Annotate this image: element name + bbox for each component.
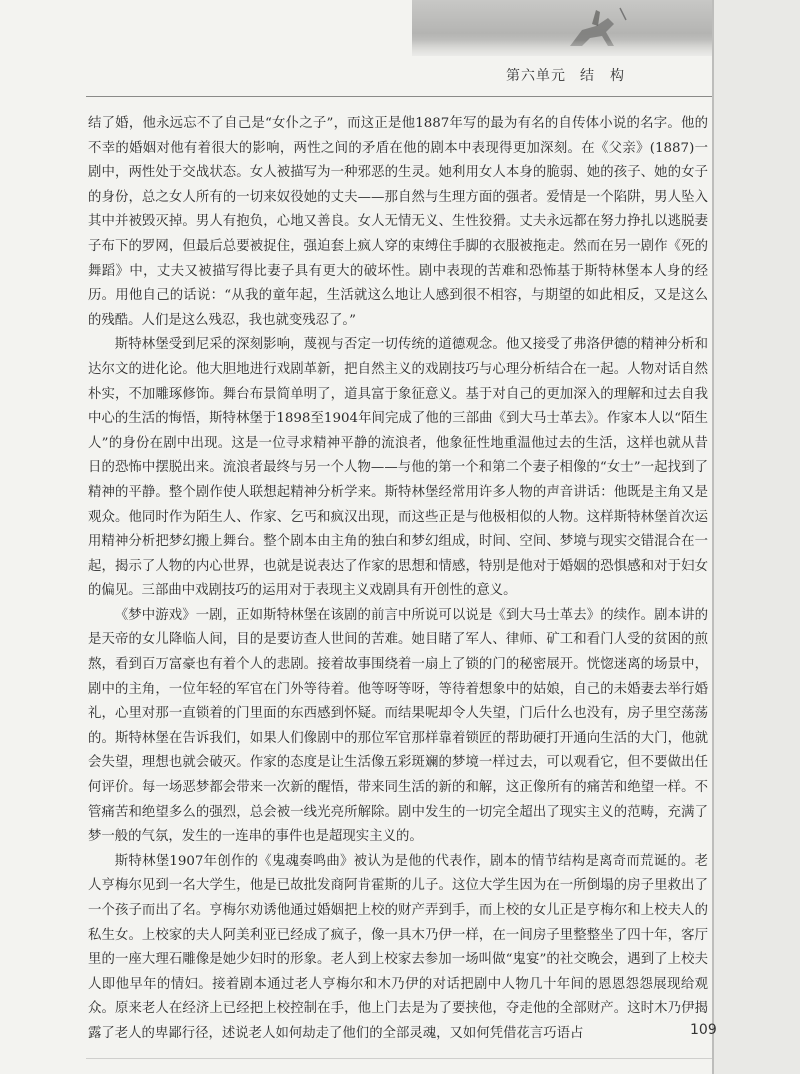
section-side-bar [712, 0, 800, 1074]
header-fade [412, 40, 712, 62]
chapter-label: 结 构 [580, 68, 625, 84]
paragraph-4: 斯特林堡1907年创作的《鬼魂奏鸣曲》被认为是他的代表作，剧本的情节结构是离奇而荒诞的。老人亨梅尔见到一名大学生，他是已故批发商阿肯霍斯的儿子。这位大学生因为在一所倒塌的房子里救出了一个孩子而出了名。亨梅尔劝诱他通过婚姻把上校的财产弄到手，而上校的女儿正是亨梅尔和上校夫人的私生女。上校家的夫人阿美利亚已经成了疯子，像一具木乃伊一样，在一间房子里整整坐了四十年，客厅里的一座大理石雕像是她少妇时的形象。老人到上校家去参加一场叫做“鬼宴”的社交晚会，遇到了上校夫人即他早年的情妇。接着剧本通过老人亨梅尔和木乃伊的对话把剧中人物几十年间的恩恩怨怨展现给观众。原来老人在经济上已经把上校控制在手，他上门去是为了要挟他，夺走他的全部财产。这时木乃伊揭露了老人的卑鄙行径，述说老人如何劫走了他们的全部灵魂，又如何凭借花言巧语占 [88, 853, 708, 1041]
unit-label: 第六单元 [506, 68, 566, 84]
paragraph-1: 结了婚，他永远忘不了自己是“女仆之子”，而这正是他1887年写的最为有名的自传体小说的名字。他的不幸的婚姻对他有着很大的影响，两性之间的矛盾在他的剧本中表现得更加深刻。在《父亲》(1887)一剧中，两性处于交战状态。女人被描写为一种邪恶的生灵。她利用女人本身的脆弱、她的孩子、她的女子的身份，总之女人所有的一切来奴役她的丈夫——那自然与生理方面的强者。爱情是一个陷阱，男人坠入其中并被毁灭掉。男人有抱负，心地又善良。女人无情无义、生性狡猾。丈夫永远都在努力挣扎以逃脱妻子布下的罗网，但最后总要被捉住，强迫套上疯人穿的束缚住手脚的衣服被拖走。然而在另一剧作《死的舞蹈》中，丈夫又被描写得比妻子具有更大的破坏性。剧中表现的苦难和恐怖基于斯特林堡本人身的经历。用他自己的话说：“从我的童年起，生活就这么地让人感到很不相容，与期望的如此相反，又是这么的残酷。人们是这么残忍，我也就变残忍了。” [88, 116, 708, 328]
body-text [88, 112, 708, 1047]
paragraph-3: 《梦中游戏》一剧，正如斯特林堡在该剧的前言中所说可以说是《到大马士革去》的续作。剧本讲的是天帝的女儿降临人间，目的是要访查人世间的苦难。她目睹了军人、律师、矿工和看门人受的贫困的煎熬，看到百万富豪也有着个人的悲剧。接着故事围绕着一扇上了锁的门的秘密展开。恍惚迷离的场景中，剧中的主角，一位年轻的军官在门外等待着。他等呀等呀，等待着想象中的姑娘，自己的未婚妻去举行婚礼，心里对那一直锁着的门里面的东西感到怀疑。而结果呢却令人失望，门后什么也没有，房子里空荡荡的。斯特林堡在告诉我们，如果人们像剧中的那位军官那样靠着锁匠的帮助硬打开通向生活的大门，他就会失望，理想也就会破灭。作家的态度是让生活像五彩斑斓的梦境一样过去，可以观看它，但不要做出任何评价。每一场恶梦都会带来一次新的醒悟，带来同生活的新的和解，这正像所有的痛苦和绝望一样。不管痛苦和绝望多么的强烈，总会被一线光亮所解除。剧中发生的一切完全超出了现实主义的范畴，充满了梦一般的气氛，发生的一连串的事件也是超现实主义的。 [88, 607, 708, 845]
footer-rule [86, 1058, 712, 1059]
side-bar-edge [712, 0, 714, 1074]
running-header [506, 65, 706, 85]
paragraph-2: 斯特林堡受到尼采的深刻影响，蔑视与否定一切传统的道德观念。他又接受了弗洛伊德的精神分析和达尔文的进化论。他大胆地进行戏剧革新，把自然主义的戏剧技巧与心理分析结合在一起。人物对话自然朴实，不加雕琢修饰。舞台布景简单明了，道具富于象征意义。基于对自己的更加深入的理解和过去自我中心的生活的悔悟，斯特林堡于1898至1904年间完成了他的三部曲《到大马士革去》。作家本人以“陌生人”的身份在剧中出现。这是一位寻求精神平静的流浪者，他象征性地重温他过去的生活，这样也就从昔日的恐怖中摆脱出来。流浪者最终与另一个人物——与他的第一个和第二个妻子相像的“女士”一起找到了精神的平静。整个剧作使人联想起精神分析学来。斯特林堡经常用许多人物的声音讲话：他既是主角又是观众。他同时作为陌生人、作家、乞丐和疯汉出现，而这些正是与他极相似的人物。这样斯特林堡首次运用精神分析把梦幻搬上舞台。整个剧本由主角的独白和梦幻组成，时间、空间、梦境与现实交错混合在一起，揭示了人物的内心世界，也就是说表达了作家的思想和情感，特别是他对于婚姻的恐惧感和对于妇女的偏见。三部曲中戏剧技巧的运用对于表现主义戏剧具有开创性的意义。 [88, 337, 708, 599]
header-rule [86, 96, 712, 97]
page-number: 109 [690, 1022, 717, 1038]
